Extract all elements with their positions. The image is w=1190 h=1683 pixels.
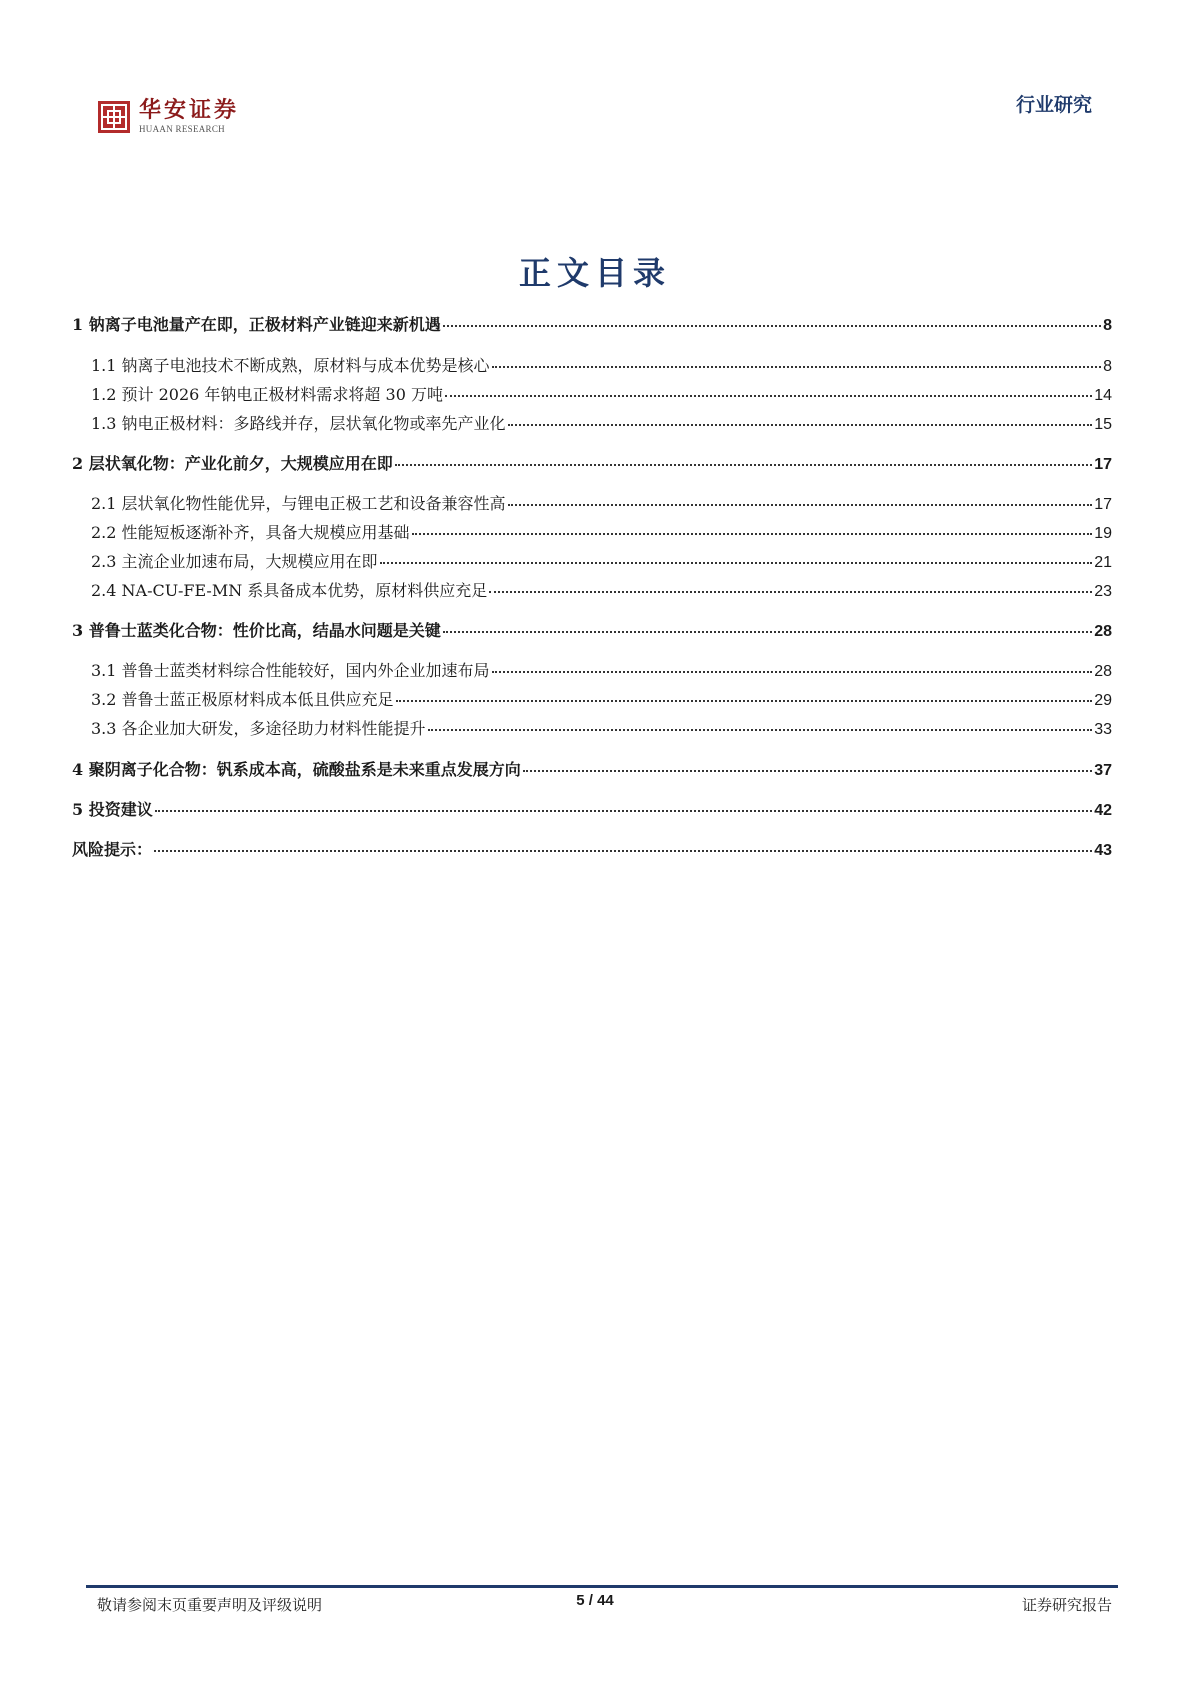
toc-entry-page: 8 <box>1103 317 1112 334</box>
toc-entry-label: 2.1 层状氧化物性能优异，与锂电正极工艺和设备兼容性高 <box>91 494 506 513</box>
toc-entry[interactable] <box>72 414 1112 435</box>
toc-entry-page: 17 <box>1094 496 1112 513</box>
toc-entry-label: 1.1 钠离子电池技术不断成熟，原材料与成本优势是核心 <box>91 356 490 375</box>
toc-entry-page: 15 <box>1094 416 1112 433</box>
toc-entry[interactable] <box>72 800 1112 821</box>
toc-entry-page: 29 <box>1094 692 1112 709</box>
toc-entry-label: 4 聚阴离子化合物：钒系成本高，硫酸盐系是未来重点发展方向 <box>72 760 521 779</box>
toc-entry[interactable] <box>72 690 1112 711</box>
toc-dot-leader <box>395 464 1092 466</box>
toc-entry-page: 42 <box>1094 802 1112 819</box>
toc-entry-page: 23 <box>1094 583 1112 600</box>
toc-entry[interactable] <box>72 454 1112 475</box>
toc-entry[interactable] <box>72 494 1112 515</box>
toc-dot-leader <box>523 770 1092 772</box>
toc-entry-label: 风险提示： <box>72 840 153 859</box>
toc-entry[interactable] <box>72 315 1112 336</box>
toc-entry-label: 1.3 钠电正极材料：多路线并存，层状氧化物或率先产业化 <box>91 414 506 433</box>
toc-entry-page: 37 <box>1094 762 1112 779</box>
toc-entry-label: 5 投资建议 <box>72 800 153 819</box>
toc-entry-page: 19 <box>1094 525 1112 542</box>
toc-entry[interactable] <box>72 523 1112 544</box>
toc-entry[interactable] <box>72 581 1112 602</box>
toc-entry-label: 2.4 NA-CU-FE-MN 系具备成本优势，原材料供应充足 <box>91 581 488 600</box>
toc-dot-leader <box>428 729 1093 731</box>
toc-dot-leader <box>492 366 1102 368</box>
toc-entry-label: 2 层状氧化物：产业化前夕，大规模应用在即 <box>72 454 393 473</box>
toc-entry-page: 43 <box>1094 842 1112 859</box>
toc-entry-page: 8 <box>1103 358 1112 375</box>
toc-dot-leader <box>489 591 1092 593</box>
report-category: 行业研究 <box>1015 94 1092 116</box>
company-logo <box>97 98 239 135</box>
toc-entry-label: 2.2 性能短板逐渐补齐，具备大规模应用基础 <box>91 523 410 542</box>
toc-entry[interactable] <box>72 661 1112 682</box>
toc-dot-leader <box>155 810 1092 812</box>
logo-chinese-name: 华安证券 <box>139 97 240 123</box>
toc-entry-page: 14 <box>1094 387 1112 404</box>
toc-dot-leader <box>445 395 1092 397</box>
toc-entry-page: 21 <box>1094 554 1112 571</box>
toc-dot-leader <box>380 562 1093 564</box>
toc-entry-page: 28 <box>1094 663 1112 680</box>
toc-entry[interactable] <box>72 760 1112 781</box>
toc-entry-label: 3 普鲁士蓝类化合物：性价比高，结晶水问题是关键 <box>72 621 441 640</box>
toc-dot-leader <box>443 325 1101 327</box>
toc-dot-leader <box>412 533 1093 535</box>
huaan-logo-icon <box>97 100 131 134</box>
logo-english-name: HUAAN RESEARCH <box>139 124 225 134</box>
toc-dot-leader <box>154 850 1092 852</box>
toc-entry[interactable] <box>72 719 1112 740</box>
toc-entry-label: 2.3 主流企业加速布局，大规模应用在即 <box>91 552 378 571</box>
toc-dot-leader <box>508 424 1093 426</box>
toc-entry-label: 3.2 普鲁士蓝正极原材料成本低且供应充足 <box>91 690 394 709</box>
toc-entry[interactable] <box>72 552 1112 573</box>
toc-entry-label: 1 钠离子电池量产在即，正极材料产业链迎来新机遇 <box>72 315 441 334</box>
footer-report-type: 证券研究报告 <box>1021 1596 1112 1614</box>
page-number: 5 / 44 <box>576 1592 614 1609</box>
toc-dot-leader <box>508 504 1093 506</box>
footer-disclaimer: 敬请参阅末页重要声明及评级说明 <box>97 1596 323 1614</box>
toc-dot-leader <box>443 631 1092 633</box>
toc-entry[interactable] <box>72 840 1112 861</box>
toc-entry[interactable] <box>72 385 1112 406</box>
toc-entry-page: 17 <box>1094 456 1112 473</box>
toc-dot-leader <box>396 700 1093 702</box>
toc-entry-label: 1.2 预计 2026 年钠电正极材料需求将超 30 万吨 <box>91 385 443 404</box>
footer-divider <box>86 1585 1118 1588</box>
toc-title: 正文目录 <box>518 254 671 292</box>
toc-entry-page: 33 <box>1094 721 1112 738</box>
toc-entry-label: 3.3 各企业加大研发，多途径助力材料性能提升 <box>91 719 426 738</box>
toc-entry-page: 28 <box>1094 623 1112 640</box>
toc-dot-leader <box>492 671 1093 673</box>
toc-entry-label: 3.1 普鲁士蓝类材料综合性能较好，国内外企业加速布局 <box>91 661 490 680</box>
toc-entry[interactable] <box>72 621 1112 642</box>
toc-entry[interactable] <box>72 356 1112 377</box>
